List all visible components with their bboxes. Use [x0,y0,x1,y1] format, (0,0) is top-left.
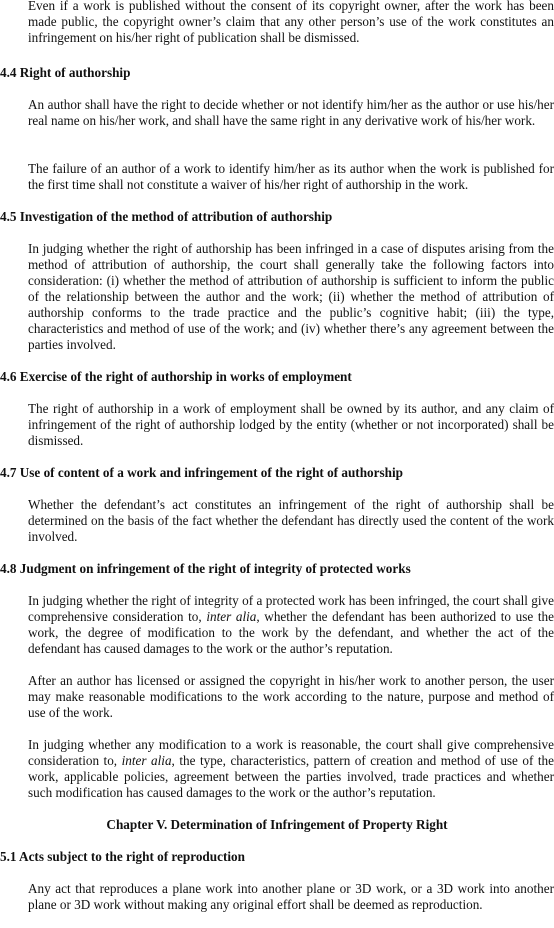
paragraph-4-6: The right of authorship in a work of employment shall be owned by its author, and any claim of infringement of the right of authorship lodged by the entity (whether or not incorporated) shall be dismissed. [28,401,554,448]
heading-4-8: 4.8 Judgment on infringement of the right of integrity of protected works [0,561,411,576]
paragraph-4-8-c-text-end: , the type, characteristics, pattern of creation and method of use of the work, applicable policies, agreement between the parties involved, trade practices and whether such modification has caused damages to the work or the author’s reputation. [28,753,554,800]
paragraph-4-8-c [28,737,554,801]
heading-5-1: 5.1 Acts subject to the right of reproduction [0,849,245,864]
chapter-5-title: Chapter V. Determination of Infringement of Property Right [106,817,448,832]
heading-4-7: 4.7 Use of content of a work and infringement of the right of authorship [0,465,403,480]
paragraph-4-8-a [28,593,554,657]
paragraph-5-1: Any act that reproduces a plane work into another plane or 3D work, or a 3D work into another plane or 3D work without making any original effort shall be deemed as reproduction. [28,881,554,912]
paragraph-4-5: In judging whether the right of authorship has been infringed in a case of disputes arising from the method of attribution of authorship, the court shall generally take the following factors into consideration: (i) whether the method of attribution of authorship is sufficient to inform the public of the relationship between the author and the work; (ii) whether the method of attribution of authorship conforms to the trade practice and the public’s cognitive habit; (iii) the type, characteristics and method of use of the work; and (iv) whether there’s any agreement between the parties involved. [28,241,554,352]
heading-4-6: 4.6 Exercise of the right of authorship in works of employment [0,369,352,384]
paragraph-4-8-c-emphasis: inter alia [121,753,172,768]
paragraph-4-8-a-text-end: , whether the defendant has been authorized to use the work, the degree of modification to the work by the defendant, and whether the act of the defendant has caused damages to the work or the author’s reputation. [28,609,554,656]
heading-4-4: 4.4 Right of authorship [0,65,131,80]
paragraph-4-8-b: After an author has licensed or assigned the copyright in his/her work to another person, the user may make reasonable modifications to the work according to the nature, purpose and method of use of the work. [28,673,554,720]
heading-4-5: 4.5 Investigation of the method of attribution of authorship [0,209,333,224]
paragraph-4-4-b: The failure of an author of a work to identify him/her as its author when the work is published for the first time shall not constitute a waiver of his/her right of authorship in the work. [28,161,554,192]
paragraph-4-7: Whether the defendant’s act constitutes an infringement of the right of authorship shall be determined on the basis of the fact whether the defendant has directly used the content of the work involved. [28,497,554,544]
paragraph-4-4-a: An author shall have the right to decide whether or not identify him/her as the author or use his/her real name on his/her work, and shall have the same right in any derivative work of his/her work. [28,97,554,128]
paragraph-4-8-a-emphasis: inter alia [206,609,257,624]
paragraph-publication-claim: Even if a work is published without the consent of its copyright owner, after the work has been made public, the copyright owner’s claim that any other person’s use of the work constitutes an infringement on his/her right of publication shall be dismissed. [28,0,554,45]
paragraph-4-8-c-text: In judging whether any modification to a work is reasonable, the court shall give comprehensive consideration to, [28,737,554,768]
paragraph-4-8-a-text: In judging whether the right of integrity of a protected work has been infringed, the court shall give comprehensive consideration to, [28,593,554,624]
